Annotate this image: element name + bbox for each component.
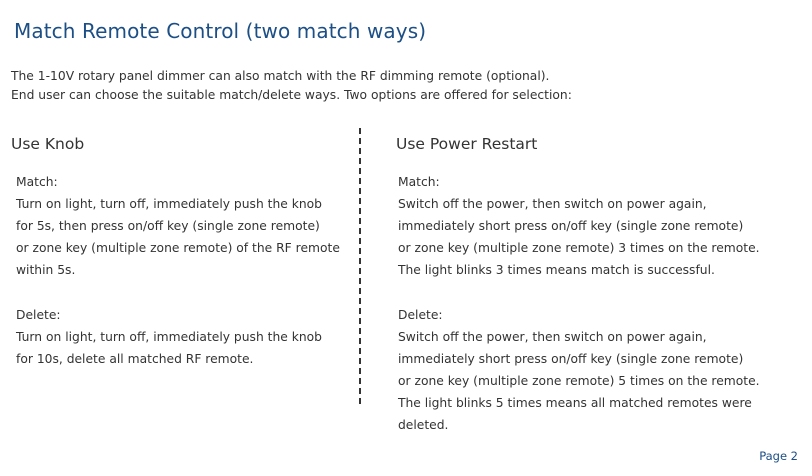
section-line: immediately short press on/off key (single zone remote) (398, 219, 744, 233)
section-line: for 5s, then press on/off key (single zone remote) (16, 219, 320, 233)
section-line: or zone key (multiple zone remote) 5 times on the remote. (398, 374, 760, 388)
section-line: Switch off the power, then switch on power again, (398, 330, 707, 344)
section-line: or zone key (multiple zone remote) 3 times on the remote. (398, 241, 760, 255)
section-line: or zone key (multiple zone remote) of the RF remote (16, 241, 340, 255)
intro-paragraph (11, 67, 572, 105)
knob-match-section (16, 171, 340, 281)
intro-line: The 1-10V rotary panel dimmer can also match with the RF dimming remote (optional). (11, 69, 550, 83)
power-restart-delete-section (398, 304, 760, 436)
section-line: immediately short press on/off key (single zone remote) (398, 352, 744, 366)
use-power-restart-heading: Use Power Restart (396, 135, 538, 153)
section-line: The light blinks 5 times means all matched remotes were (398, 396, 752, 410)
section-label: Match: (16, 175, 58, 189)
section-line: Turn on light, turn off, immediately push the knob (16, 330, 322, 344)
section-label: Delete: (16, 308, 61, 322)
page-number: Page 2 (759, 449, 798, 463)
section-line: for 10s, delete all matched RF remote. (16, 352, 254, 366)
section-line: Switch off the power, then switch on power again, (398, 197, 707, 211)
section-line: Turn on light, turn off, immediately push the knob (16, 197, 322, 211)
section-line: deleted. (398, 418, 449, 432)
section-label: Delete: (398, 308, 443, 322)
use-knob-heading: Use Knob (11, 135, 85, 153)
section-label: Match: (398, 175, 440, 189)
knob-delete-section (16, 304, 322, 370)
section-line: within 5s. (16, 263, 76, 277)
page-title: Match Remote Control (two match ways) (14, 19, 427, 43)
column-divider (359, 128, 361, 404)
intro-line: End user can choose the suitable match/delete ways. Two options are offered for selection: (11, 88, 572, 102)
power-restart-match-section (398, 171, 760, 281)
section-line: The light blinks 3 times means match is successful. (398, 263, 715, 277)
